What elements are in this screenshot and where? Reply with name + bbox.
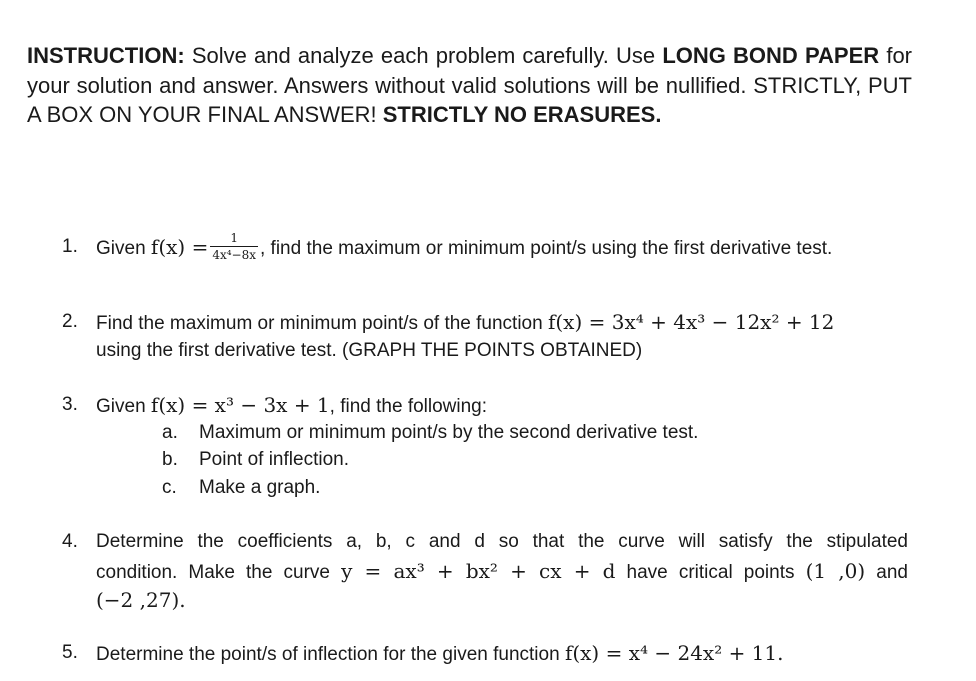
problem-1-lead: Given xyxy=(96,238,151,259)
problem-1-fraction xyxy=(210,232,258,262)
problem-4-point-1: (1 ,0) xyxy=(805,559,866,583)
problem-3-trail: , find the following: xyxy=(329,396,488,417)
instruction-bold-1: LONG BOND PAPER xyxy=(662,43,880,68)
list-item-letter: a. xyxy=(162,422,178,443)
problem-4 xyxy=(62,528,922,618)
problem-3-lead: Given xyxy=(96,396,151,417)
list-item-text: Maximum or minimum point/s by the second derivative test. xyxy=(199,422,699,443)
list-item-letter: c. xyxy=(162,477,177,498)
instruction-paragraph xyxy=(27,41,912,130)
problem-3-function: f(x) = x³ − 3x + 1 xyxy=(150,393,330,417)
problem-4-text-b: have critical points xyxy=(615,562,806,583)
problem-1-text xyxy=(96,230,833,264)
instruction-label: INSTRUCTION: xyxy=(27,43,185,68)
problem-2-line-2: using the first derivative test. (GRAPH THE POINTS OBTAINED) xyxy=(96,340,643,361)
problem-1-function: f(x) = xyxy=(150,235,209,259)
problem-number: 3. xyxy=(62,394,78,415)
problem-5-lead: Determine the point/s of inflection for the given function xyxy=(96,644,565,665)
list-item-text: Make a graph. xyxy=(199,477,321,498)
instruction-text-2: for your solution and answer. Answers without valid solutions will be nullified. STRICTLY, PUT A BOX ON YOUR FINAL ANSWER! xyxy=(27,43,913,127)
problem-number: 1. xyxy=(62,236,78,257)
problem-2-function: f(x) = 3x⁴ + 4x³ − 12x² + 12 xyxy=(547,310,835,334)
problem-number: 4. xyxy=(62,531,78,552)
instruction-text-1: Solve and analyze each problem carefully. Use xyxy=(184,43,663,68)
problem-5-function: f(x) = x⁴ − 24x² + 11. xyxy=(564,641,784,665)
fraction-denominator: 4x⁴−8x xyxy=(212,247,256,262)
problem-2-line-1 xyxy=(96,308,834,338)
problem-3-line-1 xyxy=(96,391,487,421)
instruction-bold-2: STRICTLY NO ERASURES. xyxy=(382,102,662,127)
problem-2-text: Find the maximum or minimum point/s of the function xyxy=(96,313,548,334)
list-item-text: Point of inflection. xyxy=(199,449,349,470)
list-item-letter: b. xyxy=(162,449,178,470)
problem-number: 2. xyxy=(62,311,78,332)
problem-4-point-2: (−2 ,27). xyxy=(96,588,186,612)
problem-4-line-2 xyxy=(96,557,908,587)
problem-1-trail: , find the maximum or minimum point/s using the first derivative test. xyxy=(260,238,833,259)
problem-number: 5. xyxy=(62,642,78,663)
problem-2 xyxy=(62,308,922,368)
problem-5-line xyxy=(96,639,784,669)
problem-4-text-c: and xyxy=(865,562,908,583)
problem-3 xyxy=(62,391,922,501)
problem-4-curve: y = ax³ + bx² + cx + d xyxy=(341,559,616,583)
problem-4-line-1: Determine the coefficients a, b, c and d so that the curve will satisfy the stipulated xyxy=(96,531,908,552)
problem-4-text-a: condition. Make the curve xyxy=(96,562,342,583)
fraction-numerator: 1 xyxy=(210,232,258,247)
problem-5 xyxy=(62,639,922,669)
problem-1 xyxy=(62,230,922,263)
